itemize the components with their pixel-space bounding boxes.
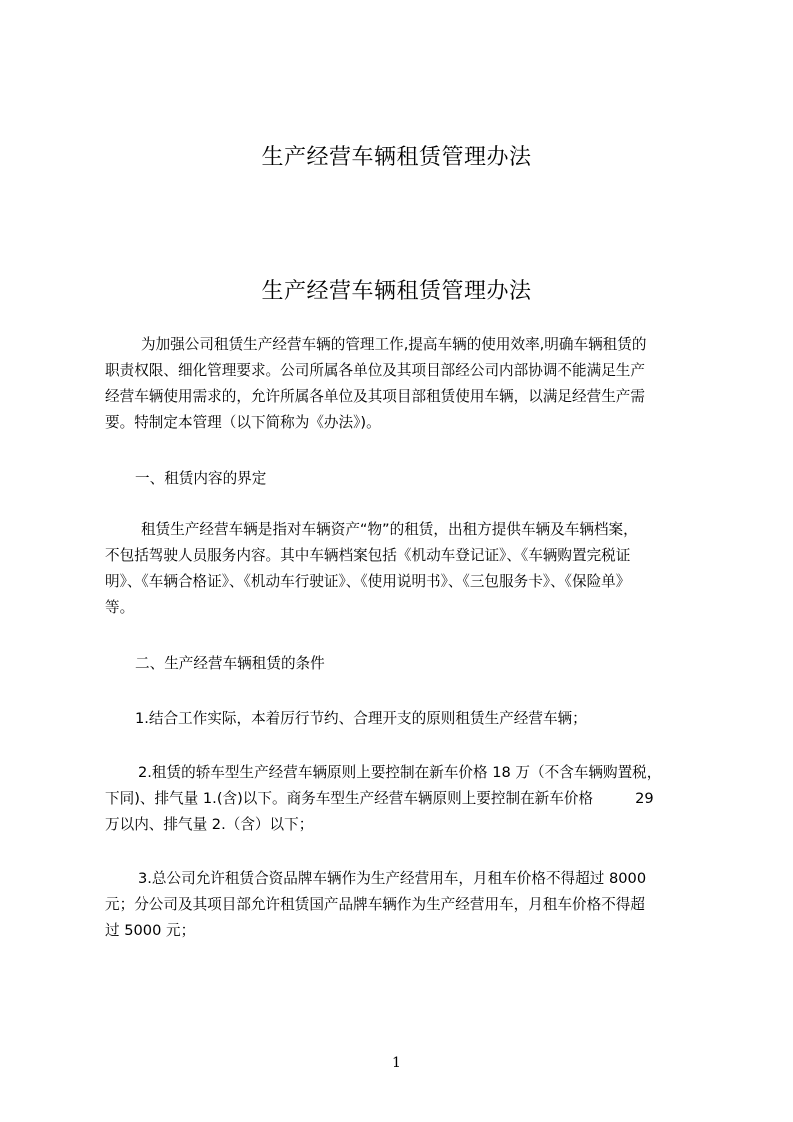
section2-heading [105,651,705,677]
intro-line-1: 为加强公司租赁生产经营车辆的管理工作,提高车辆的使用效率,明确车辆租赁的 [141,336,647,353]
section1-heading [105,466,705,492]
item3-line-2: 元；分公司及其项目部允许租赁国产品牌车辆作为生产经营用车，月租车价格不得超 [105,896,645,913]
item2-line-2-price: 29 [635,790,654,807]
intro-line-4: 要。特制定本管理（以下简称为《办法》)。 [105,414,381,431]
item2-line-3: 万以内、排气量 2.（含）以下； [105,816,314,833]
section2-heading-text: 二、生产经营车辆租赁的条件 [135,655,325,672]
item2-line-2 [105,786,705,812]
item2-line-1: 2.租赁的轿车型生产经营车辆原则上要控制在新车价格 18 万（不含车辆购置税， [138,764,662,781]
item3-line-1: 3.总公司允许租赁合资品牌车辆作为生产经营用车，月租车价格不得超过 8000 [138,870,647,887]
intro-line-3: 经营车辆使用需求的，允许所属各单位及其项目部租赁使用车辆，以满足经营生产需 [105,388,645,405]
section1-line-1: 租赁生产经营车辆是指对车辆资产“物”的租赁，出租方提供车辆及车辆档案， [141,521,638,538]
section1-line-2: 不包括驾驶人员服务内容。其中车辆档案包括《机动车登记证》、《车辆购置完税证 [105,547,631,564]
section1-paragraph [105,517,705,621]
intro-line-2: 职责权限、细化管理要求。公司所属各单位及其项目部经公司内部协调不能满足生产 [105,362,645,379]
document-title-main: 生产经营车辆租赁管理办法 [261,279,532,304]
intro-paragraph [105,332,705,436]
item3-line-3: 过 5000 元； [105,922,196,939]
section2-item-2 [105,760,705,838]
page-number: 1 [392,1055,401,1071]
section2-item-3 [105,866,705,944]
section1-line-4: 等。 [105,599,135,616]
item2-line-2-text: 下同)、排气量 1.(含)以下。商务车型生产经营车辆原则上要控制在新车价格 [105,790,594,807]
section2-item-1 [105,706,705,732]
section1-heading-text: 一、租赁内容的界定 [135,470,267,487]
section1-line-3: 明》、《车辆合格证》、《机动车行驶证》、《使用说明书》、《三包服务卡》、《保险单》 [105,573,631,590]
document-title-top: 生产经营车辆租赁管理办法 [261,145,532,170]
item1-line-1: 1.结合工作实际，本着厉行节约、合理开支的原则租赁生产经营车辆； [135,710,587,727]
